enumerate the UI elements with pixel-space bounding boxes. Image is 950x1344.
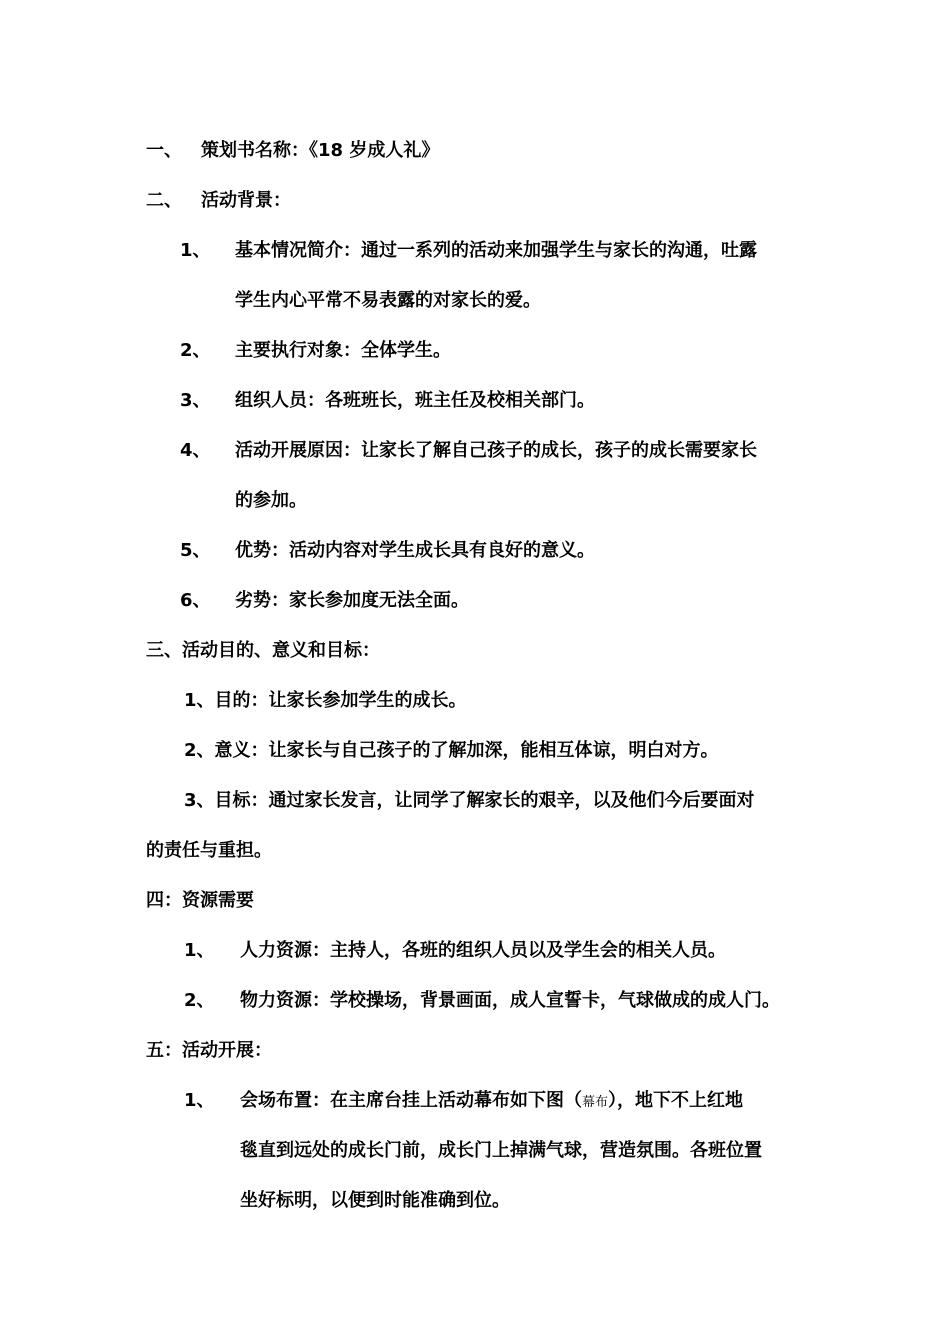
s2-item-3-line-1: 组织人员：各班班长，班主任及校相关部门。 [235,390,595,411]
s3-item-3-line-2: 的责任与重担。 [146,840,272,861]
s5-item-1-number: 1、 [184,1090,215,1111]
section-1-number: 一、 [146,140,182,161]
s2-item-4-line-2: 的参加。 [235,490,307,511]
s3-item-1-line-1: 1、目的：让家长参加学生的成长。 [184,690,467,711]
s4-item-2-line-1: 物力资源：学校操场，背景画面，成人宣誓卡，气球做成的成人门。 [240,990,780,1011]
s5-item-1-line-3: 坐好标明，以便到时能准确到位。 [240,1190,510,1211]
section-2-title: 活动背景： [201,190,291,211]
section-2-number: 二、 [146,190,182,211]
section-5-title: 五：活动开展： [146,1040,272,1061]
s2-item-2-number: 2、 [180,340,211,361]
s2-item-1-number: 1、 [180,240,211,261]
s2-item-2-line-1: 主要执行对象：全体学生。 [235,340,451,361]
s2-item-1-line-2: 学生内心平常不易表露的对家长的爱。 [235,290,541,311]
s2-item-6-number: 6、 [180,590,211,611]
s3-item-2-line-1: 2、意义：让家长与自己孩子的了解加深，能相互体谅，明白对方。 [184,740,719,761]
section-3-title: 三、活动目的、意义和目标： [146,640,380,661]
s4-item-1-number: 1、 [184,940,215,961]
s5-item-1-line-1-part-a: 会场布置：在主席台挂上活动幕布如下图（ [240,1090,582,1111]
s2-item-6-line-1: 劣势：家长参加度无法全面。 [235,590,469,611]
s5-item-1-line-2: 毯直到远处的成长门前，成长门上掉满气球，营造氛围。各班位置 [240,1140,762,1161]
s5-item-1-line-1 [240,1089,743,1115]
s5-item-1-line-1-part-b: ），地下不上红地 [608,1090,744,1111]
s4-item-2-number: 2、 [184,990,215,1011]
s2-item-1-line-1: 基本情况简介：通过一系列的活动来加强学生与家长的沟通，吐露 [235,240,757,261]
s3-item-3-line-1: 3、目标：通过家长发言，让同学了解家长的艰辛，以及他们今后要面对 [184,790,755,811]
s2-item-5-number: 5、 [180,540,211,561]
s2-item-4-number: 4、 [180,440,211,461]
section-4-title: 四：资源需要 [146,890,254,911]
section-1-title: 策划书名称：《18 岁成人礼》 [201,140,440,161]
s2-item-3-number: 3、 [180,390,211,411]
s4-item-1-line-1: 人力资源：主持人，各班的组织人员以及学生会的相关人员。 [240,940,726,961]
s2-item-5-line-1: 优势：活动内容对学生成长具有良好的意义。 [235,540,595,561]
s2-item-4-line-1: 活动开展原因：让家长了解自己孩子的成长，孩子的成长需要家长 [235,440,757,461]
s5-item-1-line-1-small: 幕布 [582,1095,609,1110]
